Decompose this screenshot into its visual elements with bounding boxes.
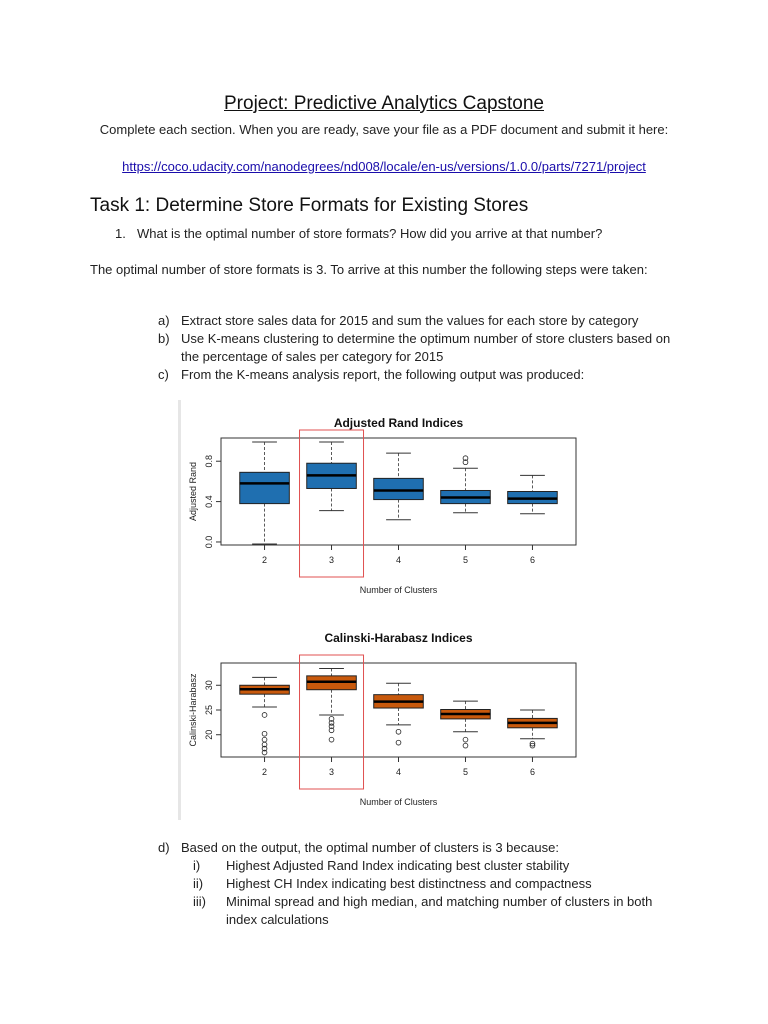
step-marker: b) [158, 331, 170, 346]
y-tick-label: 0.8 [204, 454, 214, 468]
box [240, 472, 290, 503]
x-tick-label: 6 [529, 767, 535, 777]
conclusion-item [158, 839, 678, 857]
outlier-point [396, 729, 401, 734]
step-marker: a) [158, 313, 170, 328]
reasons-list [158, 857, 678, 929]
outlier-point [262, 731, 267, 736]
box [374, 478, 424, 499]
x-tick-label: 4 [395, 767, 402, 777]
task-heading: Task 1: Determine Store Formats for Existing Stores [90, 195, 529, 216]
steps-list [158, 312, 678, 384]
outlier-point [329, 737, 334, 742]
step-text: From the K-means analysis report, the following output was produced: [181, 367, 585, 382]
x-tick-label: 3 [329, 767, 335, 777]
conclusion-marker: d) [158, 840, 170, 855]
reason-item [158, 893, 678, 929]
x-axis-label: Number of Clusters [359, 797, 438, 807]
cluster-index-figure [178, 400, 591, 820]
step-text: Extract store sales data for 2015 and sum the values for each store by category [181, 313, 639, 328]
outlier-point [262, 737, 267, 742]
y-axis-label: Adjusted Rand [188, 461, 198, 522]
reason-text: Highest Adjusted Rand Index indicating best cluster stability [226, 858, 570, 873]
step-item [158, 312, 678, 330]
x-tick-label: 6 [529, 555, 535, 565]
question-text: What is the optimal number of store formats? How did you arrive at that number? [137, 226, 603, 241]
x-tick-label: 3 [329, 555, 335, 565]
step-marker: c) [158, 367, 169, 382]
x-tick-label: 2 [262, 767, 268, 777]
step-item [158, 366, 678, 384]
reason-item [158, 875, 678, 893]
y-tick-label: 30 [204, 680, 214, 691]
x-tick-label: 4 [395, 555, 402, 565]
conclusion-text: Based on the output, the optimal number of clusters is 3 because: [181, 840, 559, 855]
question-item [115, 226, 602, 241]
outlier-point [396, 740, 401, 745]
chart-title: Adjusted Rand Indices [333, 416, 464, 430]
answer-text: The optimal number of store formats is 3. To arrive at this number the following steps were taken: [90, 262, 648, 277]
reason-item [158, 857, 678, 875]
x-tick-label: 5 [462, 555, 468, 565]
conclusion-block [158, 839, 678, 929]
submission-link[interactable]: https://coco.udacity.com/nanodegrees/nd008/locale/en-us/versions/1.0.0/parts/7271/project [122, 159, 646, 174]
reason-marker: i) [193, 858, 201, 873]
x-axis-label: Number of Clusters [359, 585, 438, 595]
step-text: Use K-means clustering to determine the optimum number of store clusters based on the percentage of sales per category for 2015 [181, 331, 671, 364]
reason-marker: ii) [193, 876, 204, 891]
chart-title: Calinski-Harabasz Indices [324, 631, 473, 645]
y-tick-label: 25 [204, 704, 214, 716]
boxplot-charts [181, 400, 588, 820]
step-item [158, 330, 678, 366]
y-tick-label: 20 [204, 729, 214, 740]
y-tick-label: 0.0 [204, 535, 214, 549]
page-title: Project: Predictive Analytics Capstone [224, 93, 544, 114]
x-tick-label: 5 [462, 767, 468, 777]
reason-text: Highest CH Index indicating best distinctness and compactness [226, 876, 592, 891]
reason-text: Minimal spread and high median, and matching number of clusters in both index calculations [226, 894, 653, 927]
y-axis-label: Calinski-Harabasz [188, 673, 198, 747]
outlier-point [463, 737, 468, 742]
x-tick-label: 2 [262, 555, 268, 565]
y-tick-label: 0.4 [204, 495, 214, 508]
question-number: 1. [115, 226, 126, 241]
outlier-point [463, 743, 468, 748]
outlier-point [262, 713, 267, 718]
intro-text: Complete each section. When you are ready, save your file as a PDF document and submit it here: [99, 122, 669, 137]
reason-marker: iii) [193, 894, 206, 909]
